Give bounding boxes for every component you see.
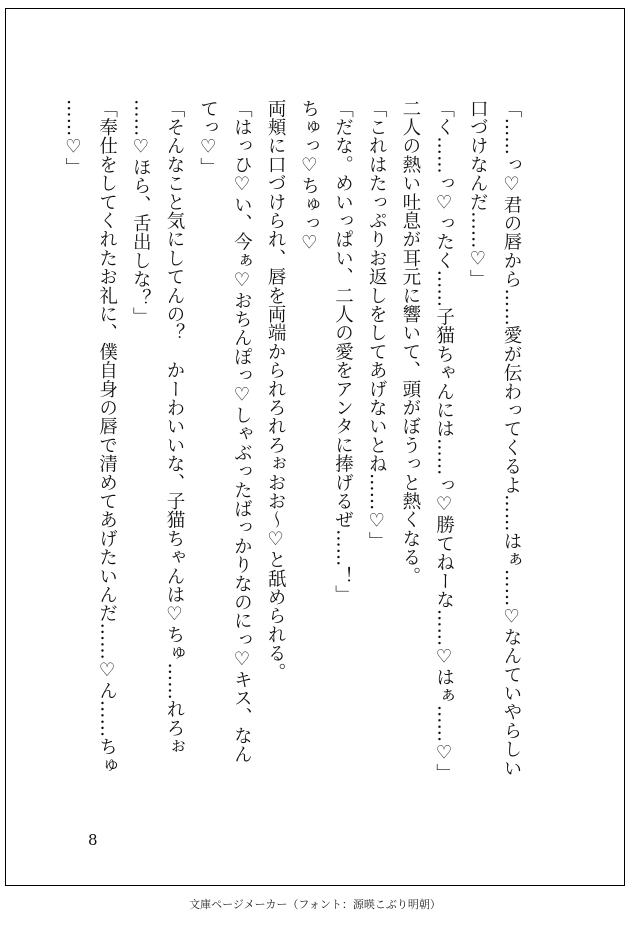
- text-line: 二人の熱い吐息が耳元に響いて、頭がぼうっと熱くなる。: [399, 99, 421, 586]
- text-line: 口づけなんだ……♡」: [467, 99, 489, 289]
- text-line: 「はっひ♡い、今ぁ♡おちんぽっ♡しゃぶったばっかりなのにっ♡キス、なん: [231, 99, 253, 764]
- book-page: [5, 8, 625, 886]
- text-line: 「奉仕をしてくれたお礼に、僕自身の唇で清めてあげたいんだ……♡ん……ちゅ: [96, 99, 118, 775]
- page-number: 8: [88, 831, 98, 849]
- text-line: 「く……っ♡ったく……子猫ちゃんには……っ♡勝てねーな……♡はぁ……♡」: [433, 99, 455, 783]
- text-line: ……♡」: [62, 99, 84, 177]
- text-line: 両頬に口づけられ、唇を両端かられろれろぉおお～♡と舐められる。: [265, 99, 287, 682]
- text-line: てっ♡」: [197, 99, 219, 177]
- footer-credit: 文庫ページメーカー（フォント：源暎こぶり明朝）: [189, 898, 441, 911]
- text-line: 「これはたっぷりお返しをしてあげないとね……♡」: [366, 99, 388, 551]
- text-line: 「そんなこと気にしてんの？ かーわいいな、子猫ちゃんは♡ちゅ……れろぉ: [163, 99, 185, 756]
- vertical-text-body: [56, 99, 528, 809]
- text-line: ちゅっ♡ちゅっ♡: [298, 99, 320, 254]
- text-line: 「だな。めいっぱい、二人の愛をアンタに捧げるぜ……！」: [332, 99, 354, 604]
- text-line: ……♡ほら、舌出しな？」: [130, 99, 152, 326]
- text-line: 「……っ♡君の唇から……愛が伝わってくるよ……はぁ……♡なんていやらしい: [501, 99, 522, 778]
